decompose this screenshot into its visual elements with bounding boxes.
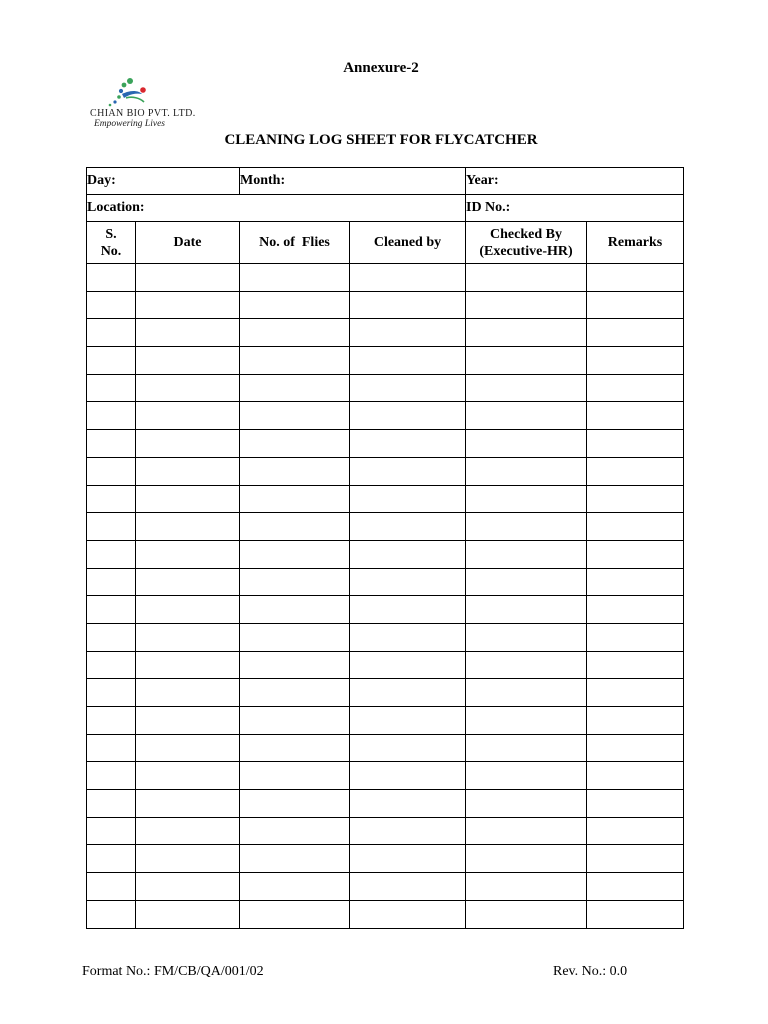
cell-sno[interactable] <box>87 679 136 707</box>
table-row <box>87 485 684 513</box>
cell-cleaned-by[interactable] <box>350 457 466 485</box>
cell-flies[interactable] <box>240 374 350 402</box>
cell-sno[interactable] <box>87 817 136 845</box>
column-header-sno <box>87 222 136 264</box>
cell-checked-by[interactable] <box>466 762 587 790</box>
cell-sno[interactable] <box>87 457 136 485</box>
table-row <box>87 291 684 319</box>
cell-cleaned-by[interactable] <box>350 651 466 679</box>
cell-date[interactable] <box>136 651 240 679</box>
cell-remarks[interactable] <box>587 485 684 513</box>
cell-date[interactable] <box>136 762 240 790</box>
cell-sno[interactable] <box>87 734 136 762</box>
cell-cleaned-by[interactable] <box>350 540 466 568</box>
cell-remarks[interactable] <box>587 762 684 790</box>
cell-date[interactable] <box>136 430 240 458</box>
cell-sno[interactable] <box>87 707 136 735</box>
page-title: CLEANING LOG SHEET FOR FLYCATCHER <box>224 132 538 148</box>
cell-checked-by[interactable] <box>466 596 587 624</box>
cell-cleaned-by[interactable] <box>350 402 466 430</box>
cell-checked-by[interactable] <box>466 347 587 375</box>
cell-flies[interactable] <box>240 734 350 762</box>
cleaning-log-table <box>86 167 684 929</box>
cell-cleaned-by[interactable] <box>350 900 466 928</box>
cell-cleaned-by[interactable] <box>350 485 466 513</box>
table-row <box>87 347 684 375</box>
cell-sno[interactable] <box>87 900 136 928</box>
cell-cleaned-by[interactable] <box>350 734 466 762</box>
cell-checked-by[interactable] <box>466 513 587 541</box>
cell-date[interactable] <box>136 540 240 568</box>
cell-checked-by[interactable] <box>466 568 587 596</box>
revision-number: Rev. No.: 0.0 <box>553 964 628 979</box>
cell-checked-by[interactable] <box>466 873 587 901</box>
cell-remarks[interactable] <box>587 319 684 347</box>
cell-sno[interactable] <box>87 430 136 458</box>
cell-checked-by[interactable] <box>466 291 587 319</box>
cell-remarks[interactable] <box>587 347 684 375</box>
cell-checked-by[interactable] <box>466 900 587 928</box>
cell-cleaned-by[interactable] <box>350 845 466 873</box>
cell-cleaned-by[interactable] <box>350 623 466 651</box>
cell-remarks[interactable] <box>587 374 684 402</box>
cell-remarks[interactable] <box>587 568 684 596</box>
table-row <box>87 790 684 818</box>
cell-flies[interactable] <box>240 568 350 596</box>
cell-sno[interactable] <box>87 873 136 901</box>
cell-remarks[interactable] <box>587 817 684 845</box>
cell-date[interactable] <box>136 319 240 347</box>
cell-remarks[interactable] <box>587 402 684 430</box>
column-header-checked-by <box>466 222 587 264</box>
cell-remarks[interactable] <box>587 651 684 679</box>
cell-date[interactable] <box>136 845 240 873</box>
cell-flies[interactable] <box>240 430 350 458</box>
cell-sno[interactable] <box>87 790 136 818</box>
cell-checked-by[interactable] <box>466 430 587 458</box>
cell-flies[interactable] <box>240 457 350 485</box>
cell-date[interactable] <box>136 596 240 624</box>
cell-date[interactable] <box>136 734 240 762</box>
cell-checked-by[interactable] <box>466 845 587 873</box>
company-tagline: Empowering Lives <box>94 119 165 129</box>
cell-date[interactable] <box>136 623 240 651</box>
column-header-remarks: Remarks <box>587 222 684 264</box>
cell-date[interactable] <box>136 374 240 402</box>
cell-checked-by[interactable] <box>466 623 587 651</box>
checked-header-line2: (Executive-HR) <box>479 243 573 259</box>
cell-flies[interactable] <box>240 596 350 624</box>
table-row <box>87 651 684 679</box>
cell-sno[interactable] <box>87 568 136 596</box>
cell-flies[interactable] <box>240 485 350 513</box>
flycatcher-logo-icon <box>88 76 220 110</box>
column-header-date: Date <box>136 222 240 264</box>
day-field[interactable] <box>87 168 240 195</box>
cell-flies[interactable] <box>240 513 350 541</box>
cell-date[interactable] <box>136 707 240 735</box>
cell-remarks[interactable] <box>587 707 684 735</box>
cell-flies[interactable] <box>240 900 350 928</box>
cell-flies[interactable] <box>240 264 350 292</box>
year-label: Year: <box>466 173 499 188</box>
cell-checked-by[interactable] <box>466 319 587 347</box>
cell-date[interactable] <box>136 457 240 485</box>
cell-checked-by[interactable] <box>466 679 587 707</box>
cell-date[interactable] <box>136 568 240 596</box>
cell-flies[interactable] <box>240 623 350 651</box>
sno-header-line1: S. <box>105 226 117 242</box>
cell-sno[interactable] <box>87 374 136 402</box>
cell-flies[interactable] <box>240 402 350 430</box>
table-row <box>87 623 684 651</box>
cell-remarks[interactable] <box>587 623 684 651</box>
cell-remarks[interactable] <box>587 734 684 762</box>
cell-sno[interactable] <box>87 623 136 651</box>
cell-remarks[interactable] <box>587 873 684 901</box>
info-row-location <box>87 195 684 222</box>
cell-date[interactable] <box>136 513 240 541</box>
table-row <box>87 402 684 430</box>
table-row <box>87 568 684 596</box>
table-row <box>87 873 684 901</box>
cell-date[interactable] <box>136 817 240 845</box>
checked-header-line1: Checked By <box>490 226 562 242</box>
cell-remarks[interactable] <box>587 790 684 818</box>
cell-flies[interactable] <box>240 540 350 568</box>
location-label: Location: <box>87 200 145 215</box>
cell-remarks[interactable] <box>587 457 684 485</box>
cell-cleaned-by[interactable] <box>350 679 466 707</box>
cell-flies[interactable] <box>240 651 350 679</box>
company-logo <box>88 76 220 132</box>
id-label: ID No.: <box>466 200 511 215</box>
cell-remarks[interactable] <box>587 291 684 319</box>
column-header-flies: No. of Flies <box>240 222 350 264</box>
cell-flies[interactable] <box>240 291 350 319</box>
format-number: Format No.: FM/CB/QA/001/02 <box>82 964 264 979</box>
cell-remarks[interactable] <box>587 900 684 928</box>
table-row <box>87 430 684 458</box>
year-field[interactable] <box>466 168 684 195</box>
cell-cleaned-by[interactable] <box>350 596 466 624</box>
cell-cleaned-by[interactable] <box>350 291 466 319</box>
cell-flies[interactable] <box>240 319 350 347</box>
table-row <box>87 264 684 292</box>
cell-date[interactable] <box>136 900 240 928</box>
cell-checked-by[interactable] <box>466 734 587 762</box>
cell-checked-by[interactable] <box>466 457 587 485</box>
cell-cleaned-by[interactable] <box>350 568 466 596</box>
cell-cleaned-by[interactable] <box>350 347 466 375</box>
cell-sno[interactable] <box>87 264 136 292</box>
table-row <box>87 513 684 541</box>
cell-checked-by[interactable] <box>466 264 587 292</box>
cell-date[interactable] <box>136 679 240 707</box>
cell-remarks[interactable] <box>587 596 684 624</box>
cell-cleaned-by[interactable] <box>350 430 466 458</box>
cell-checked-by[interactable] <box>466 817 587 845</box>
cell-sno[interactable] <box>87 651 136 679</box>
cell-sno[interactable] <box>87 347 136 375</box>
cell-remarks[interactable] <box>587 679 684 707</box>
cell-cleaned-by[interactable] <box>350 817 466 845</box>
cell-sno[interactable] <box>87 513 136 541</box>
cell-date[interactable] <box>136 402 240 430</box>
cell-cleaned-by[interactable] <box>350 319 466 347</box>
cell-checked-by[interactable] <box>466 374 587 402</box>
cell-cleaned-by[interactable] <box>350 707 466 735</box>
month-field[interactable] <box>240 168 466 195</box>
month-label: Month: <box>240 173 286 188</box>
cell-remarks[interactable] <box>587 513 684 541</box>
id-field[interactable] <box>466 195 684 222</box>
cell-checked-by[interactable] <box>466 485 587 513</box>
day-label: Day: <box>87 173 116 188</box>
table-row <box>87 540 684 568</box>
cell-flies[interactable] <box>240 817 350 845</box>
table-row <box>87 374 684 402</box>
cell-flies[interactable] <box>240 762 350 790</box>
cell-sno[interactable] <box>87 845 136 873</box>
cell-date[interactable] <box>136 264 240 292</box>
table-row <box>87 762 684 790</box>
table-row <box>87 734 684 762</box>
cell-checked-by[interactable] <box>466 790 587 818</box>
annexure-label: Annexure-2 <box>343 60 419 76</box>
table-row <box>87 707 684 735</box>
location-field[interactable] <box>87 195 466 222</box>
cell-cleaned-by[interactable] <box>350 790 466 818</box>
cell-flies[interactable] <box>240 845 350 873</box>
cell-cleaned-by[interactable] <box>350 513 466 541</box>
cell-sno[interactable] <box>87 402 136 430</box>
cell-sno[interactable] <box>87 485 136 513</box>
table-row <box>87 845 684 873</box>
cell-remarks[interactable] <box>587 540 684 568</box>
cell-remarks[interactable] <box>587 845 684 873</box>
cell-cleaned-by[interactable] <box>350 873 466 901</box>
table-row <box>87 319 684 347</box>
sno-header-line2: No. <box>100 243 122 259</box>
cell-remarks[interactable] <box>587 264 684 292</box>
cell-cleaned-by[interactable] <box>350 264 466 292</box>
cell-flies[interactable] <box>240 873 350 901</box>
cell-flies[interactable] <box>240 707 350 735</box>
cell-checked-by[interactable] <box>466 402 587 430</box>
cell-cleaned-by[interactable] <box>350 374 466 402</box>
cell-checked-by[interactable] <box>466 707 587 735</box>
cell-sno[interactable] <box>87 319 136 347</box>
cell-sno[interactable] <box>87 291 136 319</box>
cell-date[interactable] <box>136 485 240 513</box>
cell-flies[interactable] <box>240 347 350 375</box>
cell-date[interactable] <box>136 790 240 818</box>
cell-cleaned-by[interactable] <box>350 762 466 790</box>
cell-date[interactable] <box>136 291 240 319</box>
cell-sno[interactable] <box>87 596 136 624</box>
info-row-date <box>87 168 684 195</box>
cell-flies[interactable] <box>240 679 350 707</box>
cell-remarks[interactable] <box>587 430 684 458</box>
company-name: CHIAN BIO PVT. LTD. <box>90 108 196 119</box>
cell-sno[interactable] <box>87 540 136 568</box>
cell-sno[interactable] <box>87 762 136 790</box>
table-header-row <box>87 222 684 264</box>
table-row <box>87 679 684 707</box>
cell-checked-by[interactable] <box>466 540 587 568</box>
table-row <box>87 596 684 624</box>
table-row <box>87 900 684 928</box>
table-row <box>87 457 684 485</box>
cell-date[interactable] <box>136 347 240 375</box>
column-header-cleaned-by: Cleaned by <box>350 222 466 264</box>
table-row <box>87 817 684 845</box>
cell-flies[interactable] <box>240 790 350 818</box>
cell-checked-by[interactable] <box>466 651 587 679</box>
cell-date[interactable] <box>136 873 240 901</box>
